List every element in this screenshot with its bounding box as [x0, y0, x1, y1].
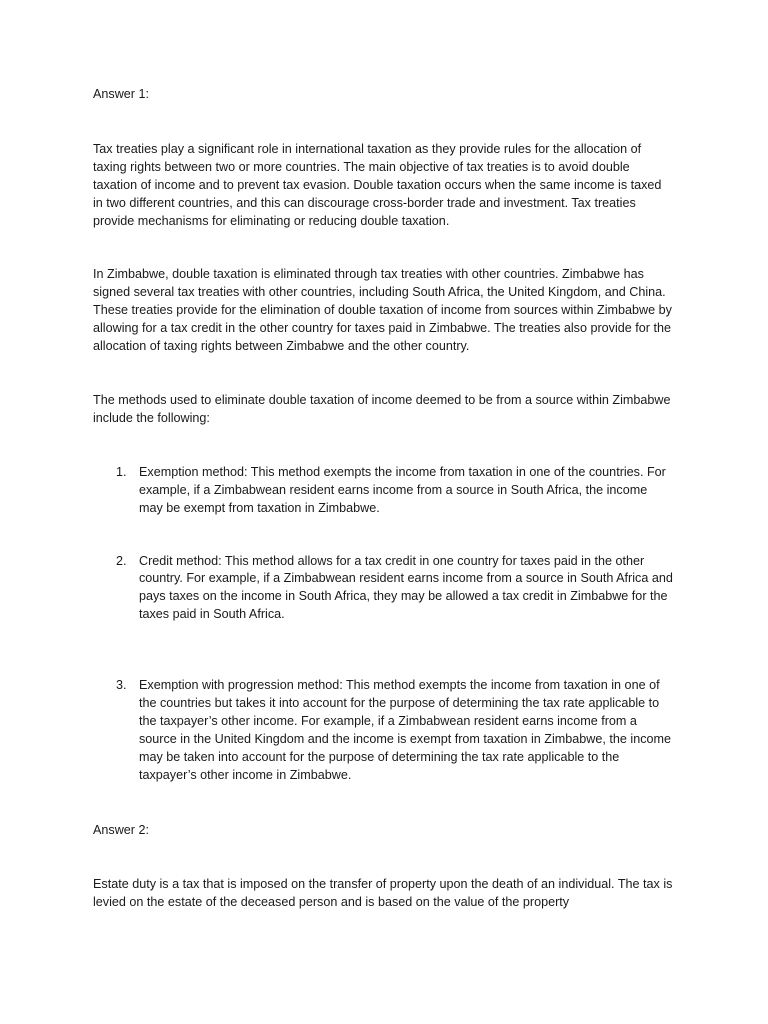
method-text: Exemption with progression method: This method exempts the income from taxation in one of the countries but takes it into account for the purpose of determining the tax rate applicable to the taxpayer’s other income. For example, if a Zimbabwean resident earns income from a source in the United Kingdom and the income is exempt from taxation in Zimbabwe, the income may be taken into account for the purpose of determining the tax rate applicable to the taxpayer’s other income in Zimbabwe. [139, 678, 672, 782]
answer-1-heading: Answer 1: [93, 87, 149, 101]
answer-1-paragraph-treaties: Tax treaties play a significant role in international taxation as they provide rules for the allocation of taxing rights between two or more countries. The main objective of tax treaties is to avoid double taxation of income and to prevent tax evasion. Double taxation occurs when the same income is taxed in two different countries, and this can discourage cross-border trade and investment. Tax treaties provide mechanisms for eliminating or reducing double taxation. [93, 141, 662, 228]
document-body [93, 86, 673, 912]
list-item-number: 1. [116, 464, 127, 479]
list-item-number: 2. [116, 553, 127, 568]
method-list-item [93, 553, 673, 625]
method-list-item [93, 677, 673, 784]
answer-2-paragraph-estate-duty: Estate duty is a tax that is imposed on the transfer of property upon the death of an individual. The tax is levied on the estate of the deceased person and is based on the value of the property [93, 877, 673, 910]
methods-list [93, 464, 673, 785]
list-item-number: 3. [116, 678, 127, 693]
answer-2-heading: Answer 2: [93, 822, 149, 837]
method-text: Exemption method: This method exempts the income from taxation in one of the countries. For example, if a Zimbabwean resident earns income from a source in South Africa, the income may be exempt from taxation in Zimbabwe. [139, 464, 666, 515]
method-list-item [93, 464, 673, 518]
answer-1-paragraph-zimbabwe: In Zimbabwe, double taxation is eliminated through tax treaties with other countries. Zimbabwe has signed several tax treaties with other countries, including South Africa, the United Kingdom, and China. These treaties provide for the elimination of double taxation of income from sources within Zimbabwe by allowing for a tax credit in the other country for taxes paid in Zimbabwe. The treaties also provide for the allocation of taxing rights between Zimbabwe and the other country. [93, 267, 672, 354]
method-text: Credit method: This method allows for a tax credit in one country for taxes paid in the other country. For example, if a Zimbabwean resident earns income from a source in South Africa and pays taxes on the income in South Africa, they may be allowed a tax credit in Zimbabwe for the taxes paid in South Africa. [139, 553, 673, 622]
answer-1-paragraph-methods-intro: The methods used to eliminate double taxation of income deemed to be from a source within Zimbabwe include the following: [93, 392, 671, 425]
